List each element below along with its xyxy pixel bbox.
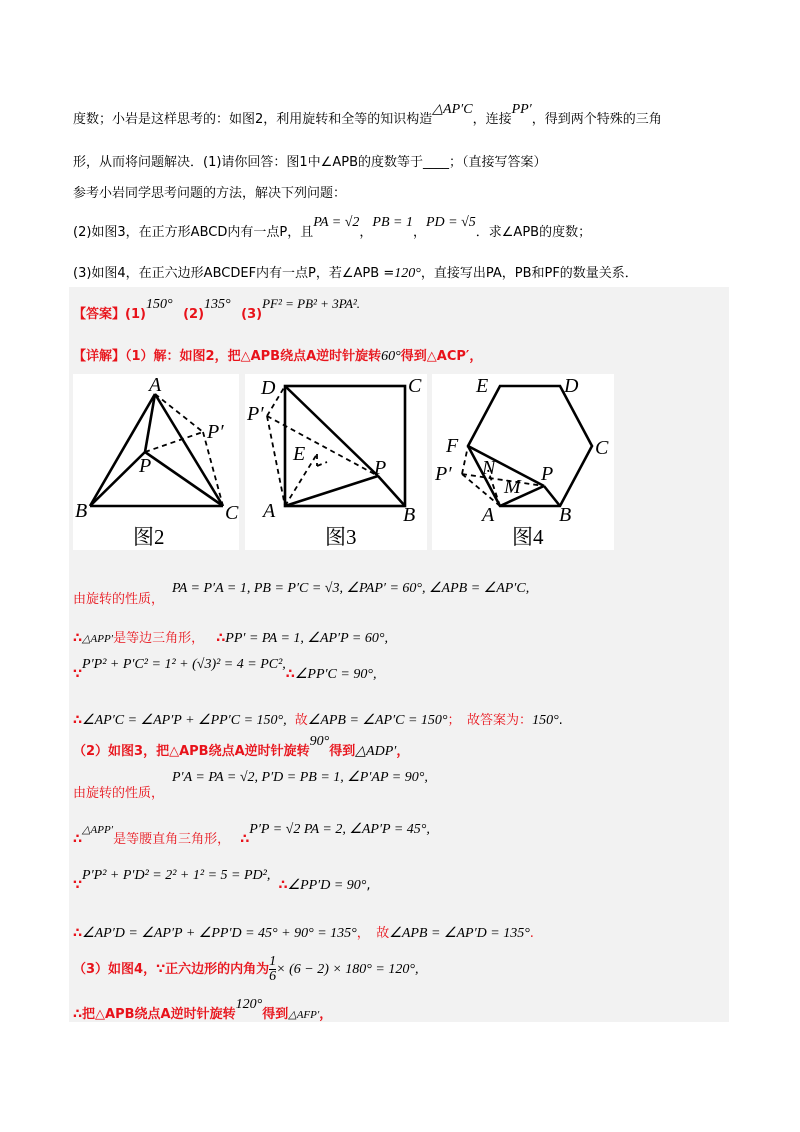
fig4-label-p-prime: P′ xyxy=(435,463,452,485)
fig4-label-p: P xyxy=(541,463,554,485)
fig2-label-c: C xyxy=(225,502,239,524)
answer-line: 【答案】(1)150° (2)135° (3)PF² = PB² + 3PA². xyxy=(73,296,361,322)
fig3-label-b: B xyxy=(403,504,416,526)
detail-p4: ∴把△APB绕点A逆时针旋转120°得到△AFP′， xyxy=(73,997,333,1022)
fig2-label-p: P xyxy=(139,455,152,477)
detail-s2: ∴△APP′是等边三角形， ∴PP′ = PA = 1, ∠AP′P = 60°, xyxy=(73,631,388,646)
fig2-label-b: B xyxy=(75,500,88,522)
problem-line-1: 度数；小岩是这样思考的：如图2，利用旋转和全等的知识构造△AP′C，连接PP′，得到两个特殊的三角 xyxy=(73,102,662,127)
figure-4 xyxy=(432,374,614,550)
detail-line-1: 【详解】（1）解：如图2，把△APB绕点A逆时针旋转60°得到△ACP′， xyxy=(73,349,483,364)
problem-line-4: (2)如图3，在正方形ABCD内有一点P，且PA = √2，PB = 1，PD = √5．求∠APB的度数； xyxy=(73,215,592,240)
fig2-caption: 图2 xyxy=(133,525,165,549)
figure-2 xyxy=(73,374,239,550)
detail-s3: ∵P′P² + P′C² = 1² + (√3)² = 4 = PC²,∴∠PP′C = 90°, xyxy=(73,657,377,682)
fig3-caption: 图3 xyxy=(325,525,357,549)
detail-p2-intro: （2）如图3，把△APB绕点A逆时针旋转90°得到△ADP′， xyxy=(73,734,410,759)
detail-p2-math: P′A = PA = √2, P′D = PB = 1, ∠P′AP = 90°, xyxy=(172,770,428,785)
triangle-apc-term: △AP′C xyxy=(432,102,473,117)
fig3-label-c: C xyxy=(408,375,422,397)
detail-s4: ∴∠AP′C = ∠AP′P + ∠PP′C = 150°, 故∠APB = ∠AP′C = 150°； 故答案为：150°. xyxy=(73,713,563,728)
fig3-label-p-prime: P′ xyxy=(247,403,264,425)
detail-p2-s4: ∴∠AP′D = ∠AP′P + ∠PP′D = 45° + 90° = 135°， 故∠APB = ∠AP′D = 135°. xyxy=(73,926,534,941)
pp-segment-term: PP′ xyxy=(511,102,532,117)
fig2-label-a: A xyxy=(149,374,162,396)
fig4-caption: 图4 xyxy=(512,525,544,549)
detail-p2-label: 由旋转的性质， xyxy=(73,786,165,801)
detail-s1-label: 由旋转的性质， xyxy=(73,592,165,607)
problem-line-3: 参考小岩同学思考问题的方法，解决下列问题： xyxy=(73,186,347,201)
detail-p3-intro: （3）如图4，∵正六边形的内角为 $\frac{1}{6}$ × (6 − 2) × 180° = 120°, xyxy=(73,954,419,984)
figure-4-diagram xyxy=(432,374,614,550)
fig4-label-d: D xyxy=(564,375,579,397)
fig4-label-b: B xyxy=(559,504,572,526)
fig4-label-n: N xyxy=(482,457,496,479)
fig4-label-a: A xyxy=(482,504,495,526)
fig3-label-d: D xyxy=(261,377,276,399)
detail-p2-s3: ∵P′P² + P′D² = 2² + 1² = 5 = PD², ∴∠PP′D = 90°, xyxy=(73,868,371,893)
detail-p2-s2: ∴$^{\triangle APP'}$是等腰直角三角形， ∴P′P = √2 PA = 2, ∠AP′P = 45°, xyxy=(73,822,430,847)
fig3-label-e: E xyxy=(293,443,306,465)
problem-line-5: (3)如图4，在正六边形ABCDEF内有一点P，若∠APB =120°，直接写出PA，PB和PF的数量关系． xyxy=(73,266,638,281)
detail-s1-math: PA = P′A = 1, PB = P′C = √3, ∠PAP′ = 60°, ∠APB = ∠AP′C, xyxy=(172,581,530,596)
figure-3 xyxy=(245,374,427,550)
fig2-label-p-prime: P′ xyxy=(207,421,224,443)
fig4-label-c: C xyxy=(595,437,609,459)
figure-2-diagram xyxy=(73,374,239,550)
fig4-label-m: M xyxy=(504,476,521,498)
fig4-label-f: F xyxy=(446,435,459,457)
fig3-label-a: A xyxy=(263,500,276,522)
fig3-label-p: P xyxy=(374,457,387,479)
figure-3-diagram xyxy=(245,374,427,550)
problem-line-2: 形，从而将问题解决．(1)请你回答：图1中∠APB的度数等于____；（直接写答案） xyxy=(73,155,547,170)
fig4-label-e: E xyxy=(476,375,489,397)
